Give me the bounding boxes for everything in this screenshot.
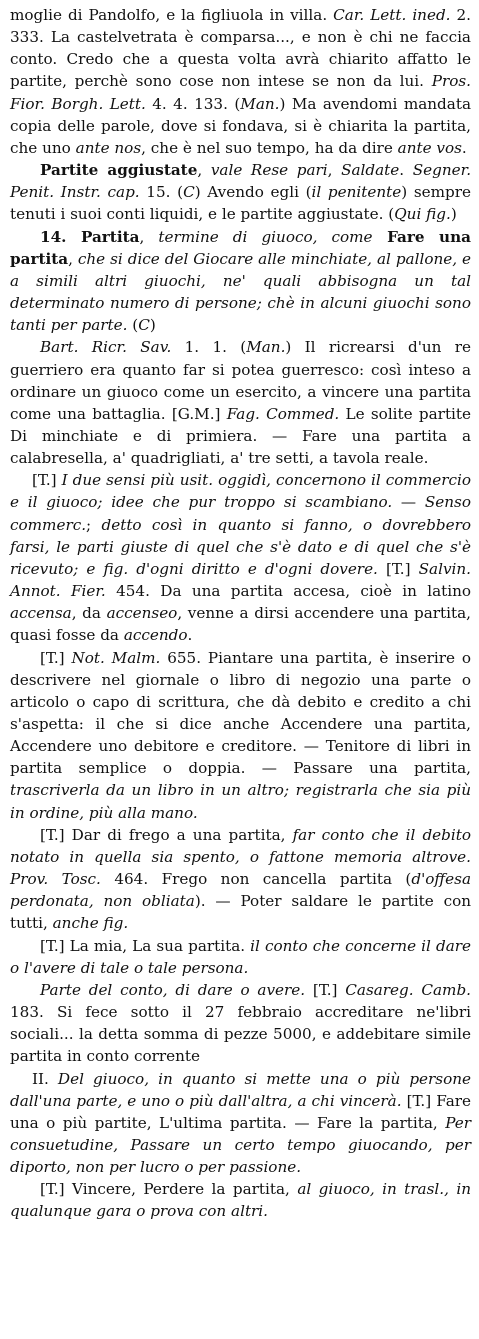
- italic-run: il conto che concerne il dare o l'avere di tale o tale persona.: [10, 936, 471, 977]
- text-run: —: [392, 493, 425, 512]
- entry-paragraph: [10, 824, 471, 935]
- italic-run: detto così in quanto si fanno, o dovrebbero farsi, le parti giuste di quel che s'è dato e di quel che s'è ricevuto; e fig. d'ogni diritto e d'ogni dovere.: [10, 515, 471, 578]
- italic-run: Car. Lett. ined.: [333, 6, 451, 24]
- entry-paragraph: [10, 336, 471, 469]
- italic-run: Del giuoco, in quanto si mette una o più persone dall'una parte, e uno o più dall'altra, a chi vincerà.: [10, 1069, 471, 1110]
- italic-run: che si dice del Giocare alle minchiate, al pallone, e a simili altri giuochi, ne' quali abbisogna un tal determinato numero di persone; chè in alcuni giuochi sono tanti per parte.: [10, 249, 471, 335]
- text-run: .: [399, 161, 413, 180]
- bold-run: 14. Partita: [40, 227, 140, 246]
- entry-paragraph: [10, 935, 471, 979]
- text-run: [T.] Vincere, Perdere la partita,: [40, 1180, 298, 1199]
- text-run: ;: [86, 515, 102, 534]
- text-run: ): [450, 205, 457, 224]
- italic-run: d'offesa perdonata, non obliata: [10, 870, 471, 911]
- text-run: 1. 1. (: [171, 338, 247, 357]
- text-run: moglie di Pandolfo, e la figliuola in villa.: [10, 6, 334, 24]
- text-run: ) Avendo egli (: [194, 183, 312, 202]
- italic-run: accendo: [123, 626, 188, 645]
- text-run: [T.]: [32, 471, 62, 490]
- italic-run: C: [183, 183, 195, 202]
- italic-run: Pros. Fior. Borgh. Lett.: [10, 72, 471, 113]
- text-run: [T.] Fare una o più partite, L'ultima partita. — Fare la partita,: [10, 1091, 471, 1132]
- text-run: 183. Si fece sotto il 27 febbraio accreditare ne'libri sociali... la detta somma di pezze 5000, e addebitare simile partita in conto corrente: [10, 1003, 471, 1066]
- italic-run: accenseo: [106, 604, 178, 623]
- text-run: ): [149, 316, 156, 335]
- text-run: ,: [197, 161, 211, 180]
- entry-paragraph: [10, 159, 471, 225]
- italic-run: Man.: [240, 94, 280, 113]
- entry-paragraph: [10, 647, 471, 824]
- italic-run: Qui fig.: [394, 205, 451, 224]
- italic-run: far conto che il debito notato in quella sia spento, o fattone memoria altrove. Prov. Tosc.: [10, 825, 471, 889]
- text-run: 655. Piantare una partita, è inserire o descrivere nel giornale o libro di negozio una parte o articolo o capo di scrittura, che dà debito e credito a chi s'aspetta: il che si dice anche Accendere una partita, Accendere uno debitore e creditore. — Tenitore di libri in partita semplice o doppia. — Passare una partita,: [10, 648, 471, 778]
- text-run: ). — Poter saldare le partite con tutti,: [10, 892, 472, 933]
- italic-run: Salvin. Annot. Fier.: [10, 559, 471, 601]
- entry-paragraph: [10, 979, 471, 1068]
- italic-run: vale Rese pari: [210, 161, 328, 180]
- text-run: 2. 333. La castelvetrata è comparsa..., e non è chi ne faccia conto. Credo che a questa volta avrà chiarito affatto le partite, perchè sono cose non intese se non da lui.: [10, 6, 471, 91]
- italic-run: Senso commerc.: [10, 493, 471, 534]
- bold-run: Fare una partita: [10, 227, 471, 268]
- text-run: [T.] Dar di frego a una partita,: [40, 825, 293, 844]
- text-run: , da: [71, 604, 107, 623]
- text-run: [T.]: [305, 980, 346, 999]
- text-run: ) Ma avendomi mandata copia delle parole, dove si fondava, si è chiarita la partita, che uno: [10, 94, 471, 157]
- entry-paragraph: [10, 1068, 471, 1179]
- italic-run: termine di giuoco, come: [158, 227, 373, 246]
- italic-run: Segner. Penit. Instr. cap.: [10, 161, 472, 202]
- text-run: 4. 4. 133. (: [145, 94, 241, 113]
- italic-run: ante nos: [75, 138, 142, 157]
- text-run: (: [127, 316, 139, 335]
- text-run: .: [461, 138, 467, 157]
- text-run: 454. Da una partita accesa, cioè in latino: [105, 582, 472, 601]
- text-run: , che è nel suo tempo, ha da dire: [141, 138, 398, 157]
- entry-paragraph: [10, 1178, 471, 1222]
- italic-run: anche fig.: [52, 914, 129, 933]
- text-run: ,: [68, 249, 78, 268]
- italic-run: Fag. Commed.: [226, 404, 340, 423]
- italic-run: Not. Malm.: [71, 648, 161, 667]
- text-run: ,: [327, 161, 342, 180]
- italic-run: Man.: [246, 338, 286, 357]
- text-run: II.: [32, 1069, 58, 1088]
- text-run: [T.] La mia, La sua partita.: [40, 936, 251, 955]
- italic-run: accensa: [10, 604, 72, 623]
- italic-run: Parte del conto, di dare o avere.: [40, 980, 306, 999]
- text-run: , venne a dirsi accendere una partita, quasi fosse da: [10, 604, 471, 645]
- italic-run: al giuoco, in trasl., in qualunque gara o prova con altri.: [10, 1180, 471, 1221]
- text-run: ,: [139, 227, 159, 246]
- italic-run: Casareg. Camb.: [345, 980, 471, 999]
- text-run: 15. (: [139, 183, 184, 202]
- italic-run: I due sensi più usit. oggidì, concernono il commercio e il giuoco; idee che pur troppo si scambiano.: [10, 471, 471, 512]
- text-run: [T.]: [40, 648, 72, 667]
- italic-run: Per consuetudine, Passare un certo tempo giuocando, per diporto, non per lucro o per passione.: [10, 1113, 471, 1177]
- italic-run: Bart. Ricr. Sav.: [40, 338, 172, 357]
- text-run: Le solite partite Di minchiate e di primiera. — Fare una partita a calabresella, a' quadrigliati, a' tre setti, a tavola reale.: [10, 404, 471, 468]
- text-run: 464. Frego non cancella partita (: [100, 870, 412, 889]
- bold-run: Partite aggiustate: [40, 161, 198, 180]
- entry-paragraph: [10, 469, 471, 646]
- text-run: [T.]: [377, 559, 419, 578]
- entry-paragraph: [10, 226, 471, 337]
- text-run: .: [187, 626, 193, 645]
- italic-run: il penitente: [311, 183, 402, 202]
- italic-run: ante vos: [397, 138, 462, 157]
- italic-run: Saldate: [341, 161, 400, 180]
- entry-paragraph: [10, 4, 471, 159]
- italic-run: C: [138, 316, 150, 335]
- text-run: ) sempre tenuti i suoi conti liquidi, e le partite aggiustate. (: [10, 183, 471, 224]
- italic-run: trascriverla da un libro in un altro; registrarla che sia più in ordine, più alla mano.: [10, 781, 471, 822]
- text-run: ) Il ricrearsi d'un re guerriero era quanto far si potea guerresco: così inteso a ordinare un giuoco come un esercito, a vincere una partita come una battaglia. [G.M.]: [10, 338, 472, 423]
